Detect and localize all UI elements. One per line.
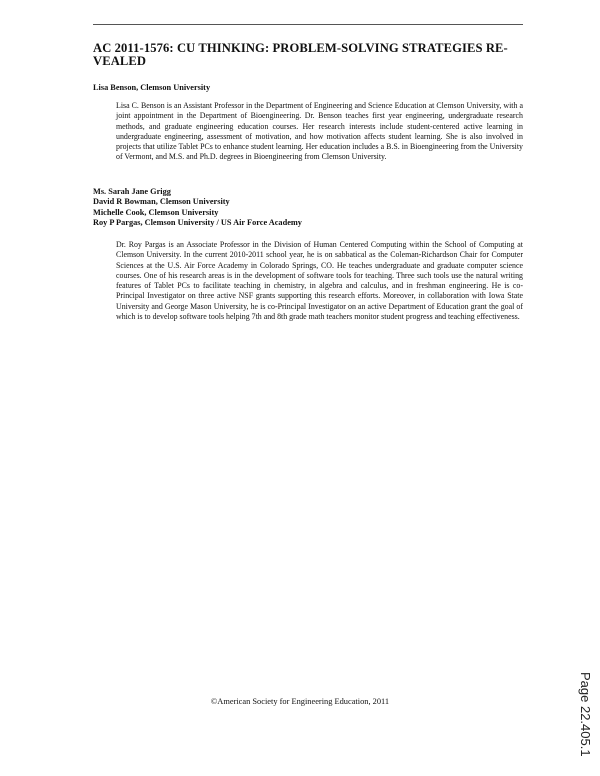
co-author-pargas: Roy P Pargas, Clemson University / US Air Force Academy (93, 218, 302, 228)
pargas-biography: Dr. Roy Pargas is an Associate Professor in the Division of Human Centered Computing within the School of Computing at Clemson University. In the current 2010-2011 school year, he is on sabbatical as the Coleman-Richardson Chair for Computer Sciences at the U.S. Air Force Academy in Colorado Springs, CO. He teaches undergraduate and graduate computer science courses. One of his research areas is in the development of software tools for teaching. Three such tools use the natural writing features of Tablet PCs to facilitate teaching in chemistry, in algebra and calculus, and in freshman engineering. He is co-Principal Investigator on three active NSF grants supporting this research efforts. Moreover, in collaboration with Iowa State University and George Mason University, he is co-Principal Investigator on an active Department of Education grant the goal of which is to develop software tools helping 7th and 8th grade math teachers monitor student progress and teaching effectiveness. (116, 240, 523, 322)
page-number-text: Page 22.405.1 (578, 672, 593, 757)
top-rule (93, 24, 523, 25)
co-author-bowman: David R Bowman, Clemson University (93, 197, 230, 207)
co-author-grigg: Ms. Sarah Jane Grigg (93, 187, 171, 196)
paper-title: AC 2011-1576: CU THINKING: PROBLEM-SOLVING STRATEGIES RE-VEALED (93, 41, 508, 68)
co-author-cook: Michelle Cook, Clemson University (93, 207, 219, 217)
benson-biography: Lisa C. Benson is an Assistant Professor in the Department of Engineering and Science Education at Clemson University, with a joint appointment in the Department of Bioengineering. Dr. Benson teaches first year engineering, undergraduate research methods, and graduate engineering education courses. Her research interests include student-centered active learning in undergraduate engineering, assessment of motivation, and how motivation affects student learning. She is also involved in projects that utilize Tablet PCs to enhance student learning. Her education includes a B.S. in Bioengineering from the University of Vermont, and M.S. and Ph.D. degrees in Bioengineering from Clemson University. (116, 101, 523, 162)
co-author-list (93, 187, 302, 229)
primary-author: Lisa Benson, Clemson University (93, 83, 211, 92)
copyright-footer: ©American Society for Engineering Education, 2011 (210, 697, 390, 706)
